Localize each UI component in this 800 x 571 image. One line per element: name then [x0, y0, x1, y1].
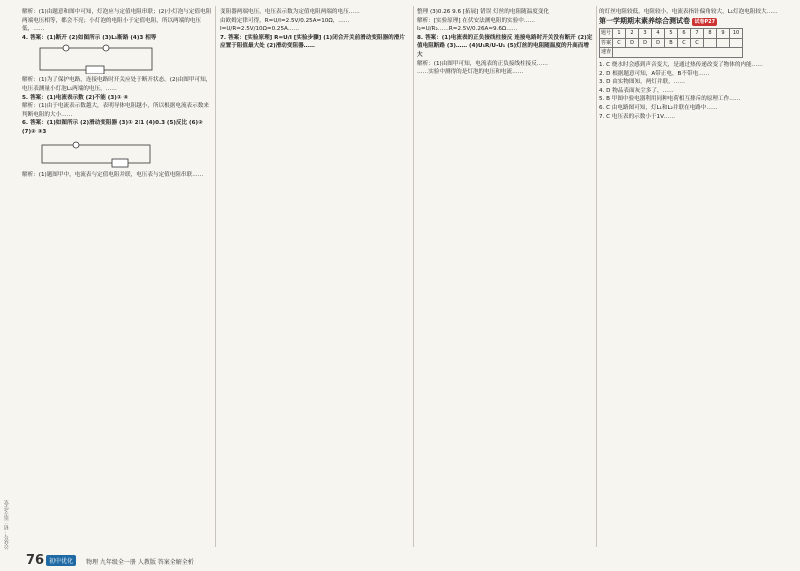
paragraph: 7. C 电压表的示数小于1V……	[599, 113, 676, 120]
paragraph: 解析：[实验原理] 在伏安法测电阻的实验中……	[417, 17, 536, 24]
paragraph: 6. C 由电路图可知，灯L₁和L₂并联在电路中……	[599, 104, 718, 111]
table-cell: D	[652, 38, 665, 48]
answer-table	[599, 28, 743, 58]
answer-8: 8. 答案：(1)电流表的正负接线柱接反 连接电路时开关没有断开 (2)定值电阻断路 (3)…… (4)U₁R/U-U₁ (5)灯丝的电阻随温度的升高而增大	[417, 34, 593, 58]
table-cell: 10	[730, 29, 743, 39]
paragraph: 2. D 根据题意可知，A带正电，B不带电……	[599, 70, 710, 77]
table-cell: 题号	[600, 29, 613, 39]
paragraph: 解析：(1)题图甲中，电流表与定值电阻并联，电压表与定值电阻串联……	[22, 171, 204, 178]
table-cell: 4	[652, 29, 665, 39]
table-cell: 5	[665, 29, 678, 39]
table-cell: 1	[613, 29, 626, 39]
page-number: 76	[26, 553, 45, 568]
table-cell: 7	[691, 29, 704, 39]
paragraph: 由欧姆定律可得，R=U/I=2.5V/0.25A=10Ω，……	[220, 17, 350, 24]
table-row	[600, 29, 743, 39]
table-cell: 9	[717, 29, 730, 39]
table-cell: 2	[626, 29, 639, 39]
circuit-diagram	[36, 44, 156, 74]
answer-7: 7. 答案：[实验原理] R=U/I [实验步骤] (1)闭合开关前滑动变阻器的滑片应置于阻值最大处 (2)滑动变阻器……	[220, 34, 405, 50]
table-cell	[704, 38, 717, 48]
table-cell	[717, 38, 730, 48]
divider	[413, 6, 414, 547]
paragraph: 变阻器两端电压，电压表示数为定值电阻两端的电压……	[220, 9, 360, 15]
table-cell: C	[678, 38, 691, 48]
footer-subject: 物理 九年级全一册 人教版 答案全解全析	[86, 559, 194, 566]
table-cell	[730, 38, 743, 48]
column-4	[599, 8, 793, 548]
paragraph: 4. D 物品表面灰尘多了，……	[599, 87, 674, 94]
table-cell: 3	[639, 29, 652, 39]
paragraph: 解析：(1)由于电流表示数越大，表明导体电阻越小，所以根据电流表示数来判断电阻的大小……	[22, 103, 209, 118]
paragraph: 整理 (3)0.26 9.6 [拓展] 错误 灯丝的电阻随温度变化	[417, 9, 550, 15]
paragraph: 解析：(1)由图甲可知，电流表的正负接线柱接反……	[417, 60, 548, 67]
table-cell: 答案	[600, 38, 613, 48]
paragraph: 的灯丝电阻较低，电阻较小，电流表指针偏角较大，L₁灯泡电阻较大……	[599, 9, 778, 15]
footer	[0, 551, 800, 571]
table-row	[600, 38, 743, 48]
paragraph: 3. D 由实物图知，两灯并联，……	[599, 79, 685, 86]
paragraph: 解析：(1)为了保护电路，连接电路时开关应处于断开状态。(2)由图甲可知，电压表测量小灯泡L₁两端的电压，……	[22, 77, 212, 92]
sidebar-note: 公众号：初二语文学堂	[4, 500, 10, 550]
paragraph: 1. C 烧水时会感到声音变大，是通过热传递改变了物体的内能……	[599, 61, 763, 68]
table-cell	[613, 48, 743, 58]
paragraph: I₂=U/R₂……R=2.5V/0.26A≈9.6Ω……	[417, 26, 518, 33]
circuit-diagram	[36, 139, 156, 169]
answer-5: 5. 答案：(1)电流表示数 (2)不能 (3)① ④	[22, 94, 129, 101]
column-2	[220, 8, 410, 548]
paragraph: 解析：(1)由题意和图中可知，灯泡应与定值电阻串联；(2)小灯泡与定值电阻两端电压相等，都会不亮；小灯泡的电阻小于定值电阻，所以两端的电压低，……	[22, 9, 212, 33]
table-cell: 8	[704, 29, 717, 39]
page-ref-badge: 试卷P27	[694, 18, 716, 25]
table-cell: C	[613, 38, 626, 48]
table-row	[600, 48, 743, 58]
section-title	[599, 17, 793, 27]
column-3	[417, 8, 593, 548]
divider	[215, 6, 216, 547]
answer-4: 4. 答案：(1)断开 (2)如图所示 (3)L₁断路 (4)3 相等	[22, 34, 157, 41]
table-cell: 速查	[600, 48, 613, 58]
answer-6: 6. 答案：(1)如图所示 (2)滑动变阻器 (3)① 2∶1 (4)0.3 (5)反比 (6)② (7)② ③3	[22, 120, 203, 135]
brand-label: 初中优化	[46, 555, 76, 566]
table-cell: D	[626, 38, 639, 48]
table-cell: C	[691, 38, 704, 48]
divider	[596, 6, 597, 547]
paragraph: I=U/R=2.5V/10Ω=0.25A……	[220, 26, 300, 33]
paragraph: ……实验中测得的是灯泡的电压和电流……	[417, 69, 524, 76]
table-cell: B	[665, 38, 678, 48]
paragraph: 5. B 甲图中验电器利用同种电荷相互排斥的原理工作……	[599, 96, 741, 103]
section-title-text: 第一学期期末素养综合测试卷	[599, 16, 690, 25]
table-cell: D	[639, 38, 652, 48]
column-1	[22, 8, 212, 548]
table-cell: 6	[678, 29, 691, 39]
